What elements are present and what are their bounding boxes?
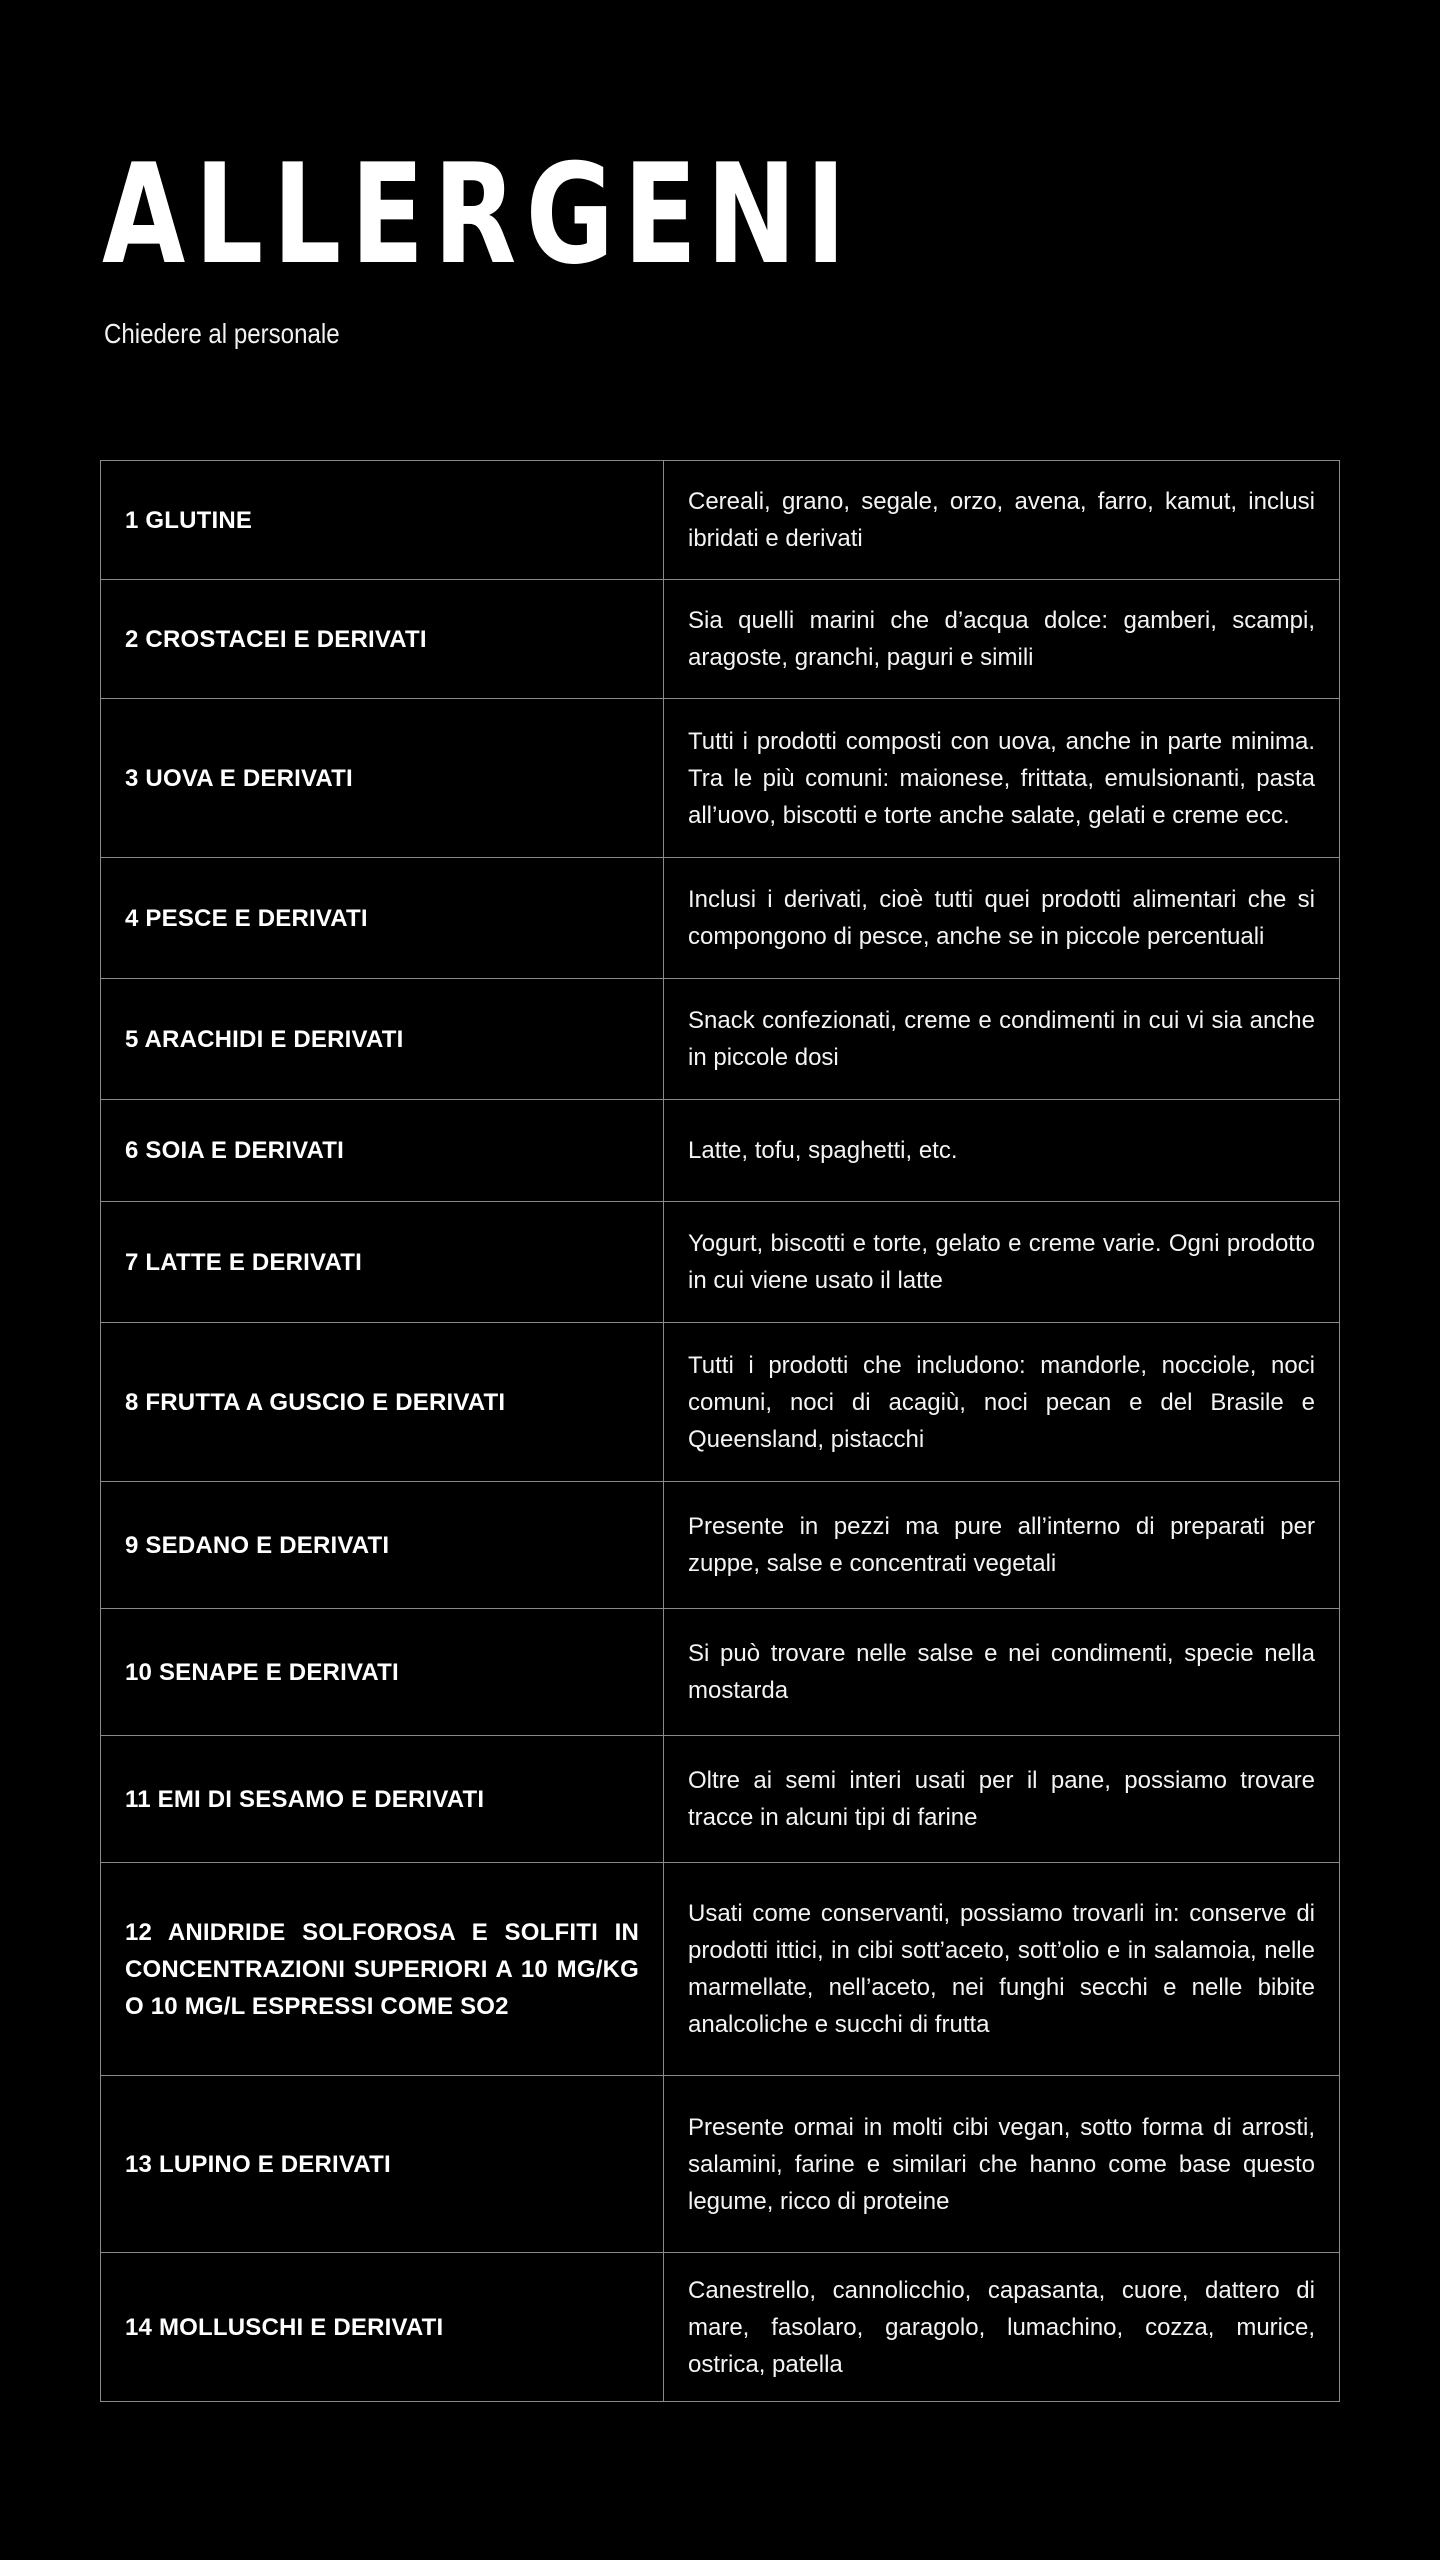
table-row bbox=[101, 580, 1340, 699]
table-row bbox=[101, 1323, 1340, 1482]
allergen-description: Latte, tofu, spaghetti, etc. bbox=[664, 1100, 1340, 1202]
allergen-description: Oltre ai semi interi usati per il pane, possiamo trovare tracce in alcuni tipi di farine bbox=[664, 1736, 1340, 1863]
table-row bbox=[101, 1482, 1340, 1609]
allergen-description: Sia quelli marini che d’acqua dolce: gamberi, scampi, aragoste, granchi, paguri e simili bbox=[664, 580, 1340, 699]
allergen-description: Si può trovare nelle salse e nei condimenti, specie nella mostarda bbox=[664, 1609, 1340, 1736]
allergen-table bbox=[100, 460, 1340, 2402]
allergen-description: Usati come conservanti, possiamo trovarli in: conserve di prodotti ittici, in cibi sott’aceto, sott’olio e in salamoia, nelle marmellate, nell’aceto, nei funghi secchi e nelle bibite analcoliche e succhi di frutta bbox=[664, 1863, 1340, 2076]
allergen-description: Yogurt, biscotti e torte, gelato e creme varie. Ogni prodotto in cui viene usato il latte bbox=[664, 1202, 1340, 1323]
allergen-name: 4 PESCE E DERIVATI bbox=[101, 858, 664, 979]
allergen-name: 1 GLUTINE bbox=[101, 461, 664, 580]
allergen-name: 11 EMI DI SESAMO E DERIVATI bbox=[101, 1736, 664, 1863]
page-title: ALLERGENI bbox=[102, 134, 856, 295]
allergen-name: 12 ANIDRIDE SOLFOROSA E SOLFITI IN CONCENTRAZIONI SUPERIORI A 10 MG/KG O 10 MG/L ESPRESSI COME SO2 bbox=[101, 1863, 664, 2076]
table-row bbox=[101, 699, 1340, 858]
table-row bbox=[101, 979, 1340, 1100]
table-row bbox=[101, 1863, 1340, 2076]
allergen-description: Presente ormai in molti cibi vegan, sotto forma di arrosti, salamini, farine e similari che hanno come base questo legume, ricco di proteine bbox=[664, 2076, 1340, 2253]
table-row bbox=[101, 1736, 1340, 1863]
page-subtitle: Chiedere al personale bbox=[104, 318, 340, 349]
allergen-name: 13 LUPINO E DERIVATI bbox=[101, 2076, 664, 2253]
table-row bbox=[101, 2253, 1340, 2402]
allergen-name: 14 MOLLUSCHI E DERIVATI bbox=[101, 2253, 664, 2402]
allergen-name: 8 FRUTTA A GUSCIO E DERIVATI bbox=[101, 1323, 664, 1482]
allergen-name: 6 SOIA E DERIVATI bbox=[101, 1100, 664, 1202]
allergen-name: 9 SEDANO E DERIVATI bbox=[101, 1482, 664, 1609]
allergen-name: 7 LATTE E DERIVATI bbox=[101, 1202, 664, 1323]
allergen-description: Cereali, grano, segale, orzo, avena, farro, kamut, inclusi ibridati e derivati bbox=[664, 461, 1340, 580]
allergen-description: Inclusi i derivati, cioè tutti quei prodotti alimentari che si compongono di pesce, anche se in piccole percentuali bbox=[664, 858, 1340, 979]
allergen-description: Snack confezionati, creme e condimenti in cui vi sia anche in piccole dosi bbox=[664, 979, 1340, 1100]
allergen-name: 2 CROSTACEI E DERIVATI bbox=[101, 580, 664, 699]
table-row bbox=[101, 2076, 1340, 2253]
table-row bbox=[101, 461, 1340, 580]
allergen-name: 5 ARACHIDI E DERIVATI bbox=[101, 979, 664, 1100]
table-row bbox=[101, 858, 1340, 979]
table-row bbox=[101, 1202, 1340, 1323]
allergen-description: Tutti i prodotti composti con uova, anche in parte minima. Tra le più comuni: maionese, frittata, emulsionanti, pasta all’uovo, biscotti e torte anche salate, gelati e creme ecc. bbox=[664, 699, 1340, 858]
allergen-name: 3 UOVA E DERIVATI bbox=[101, 699, 664, 858]
allergen-name: 10 SENAPE E DERIVATI bbox=[101, 1609, 664, 1736]
allergen-description: Tutti i prodotti che includono: mandorle, nocciole, noci comuni, noci di acagiù, noci pecan e del Brasile e Queensland, pistacchi bbox=[664, 1323, 1340, 1482]
table-row bbox=[101, 1609, 1340, 1736]
allergen-description: Canestrello, cannolicchio, capasanta, cuore, dattero di mare, fasolaro, garagolo, lumachino, cozza, murice, ostrica, patella bbox=[664, 2253, 1340, 2402]
allergen-description: Presente in pezzi ma pure all’interno di preparati per zuppe, salse e concentrati vegetali bbox=[664, 1482, 1340, 1609]
table-row bbox=[101, 1100, 1340, 1202]
